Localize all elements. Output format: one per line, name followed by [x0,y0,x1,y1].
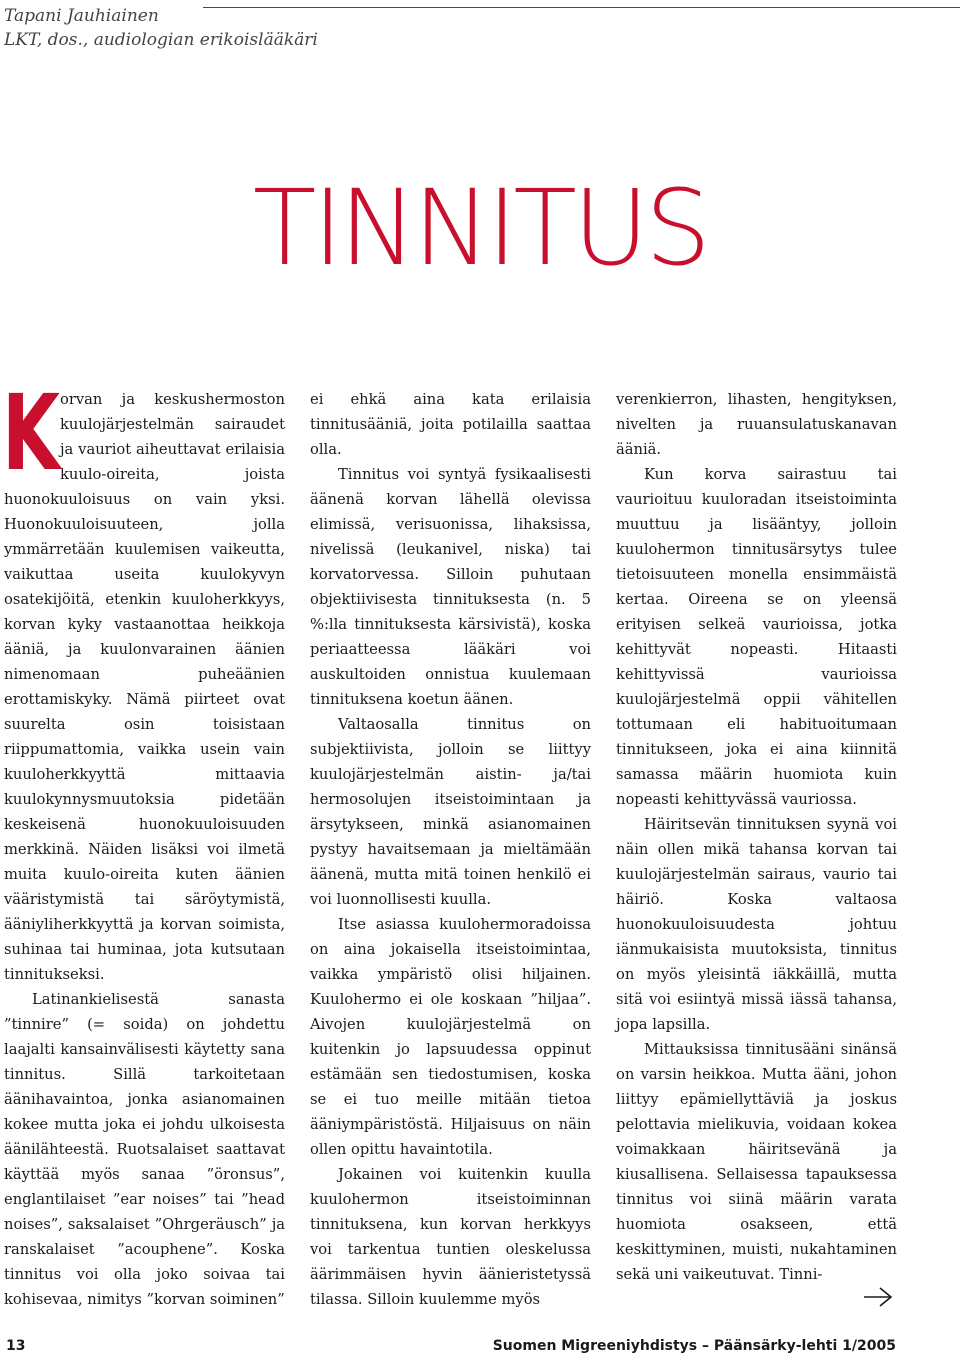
column-3 [616,387,897,1287]
page-number: 13 [6,1338,26,1354]
paragraph: Valtaosalla tinnitus on subjektiivista, jolloin se liittyy kuulojärjestelmän aistin- ja/tai hermosolujen itseistoimintaan ja ärsytykseen, minkä asianomainen pystyy havaitsemaan ja mieltämään äänenä, mutta mitä toinen henkilö ei voi luonnollisesti kuulla. [310,716,591,908]
paragraph: Mittauksissa tinnitusääni sinänsä on varsin heikkoa. Mutta ääni, johon liittyy epämiellyttäviä ja joskus pelottavia mielikuvia, voidaan kokea voimakkaan häiritsevänä ja kiusallisena. Sellaisessa tapauksessa tinnitus voi siinä määrin varata huomiota osakseen, että keskittyminen, muisti, nukahtaminen sekä uni vaikeutuvat. Tinni- [616,1041,897,1283]
author-byline [4,4,318,52]
publication-name: Suomen Migreeniyhdistys – Päänsärky-lehti 1/2005 [492,1338,896,1354]
column-1 [2,372,285,1312]
author-name: Tapani Jauhiainen [4,6,159,26]
page-footer [0,1336,960,1360]
paragraph: Latinankielisestä sanasta ”tinnire” (= soida) on johdettu laajalti kansainvälisesti käytetty sana tinnitus. Sillä tarkoitetaan äänihavaintoa, jonka asianomainen kokee mutta joka ei johdu ulkoisesta äänilähteestä. Ruotsalaiset saattavat käyttää myös sanaa ”öronsus”, englantilaiset ”ear noises” tai ”head noises”, saksalaiset ”Ohrgeräusch” ja ranskalaiset ”acouphene”. Koska tinnitus voi olla joko soivaa tai kohisevaa, nimitys ”korvan soiminen” [4,991,285,1308]
arrow-right-icon [862,1283,894,1311]
author-title: LKT, dos., audiologian erikoislääkäri [4,30,318,50]
column-2 [310,387,591,1312]
paragraph: ei ehkä aina kata erilaisia tinnitusääniä, joita potilailla saattaa olla. [310,391,591,458]
paragraph: Itse asiassa kuulohermoradoissa on aina jokaisella itseistoimintaa, vaikka ympäristö olisi hiljainen. Kuulohermo ei ole koskaan ”hiljaa”. Aivojen kuulojärjestelmä on kuitenkin jo lapsuudessa oppinut estämään sen tiedostumisen, koska se ei tuo meille mitään tietoa ääniympäristöstä. Hiljaisuus on näin ollen opittu havaintotila. [310,916,591,1158]
paragraph: verenkierron, lihasten, hengityksen, nivelten ja ruuansulatuskanavan ääniä. [616,391,897,458]
paragraph: Tinnitus voi syntyä fysikaalisesti äänenä korvan lähellä olevissa elimissä, verisuonissa, lihaksissa, nivelissä (leukanivel, niska) tai korvatorvessa. Silloin puhutaan objektiivisesta tinnituksesta (n. 5 %:lla tinnituksesta kärsivistä), koska periaatteessa lääkäri voi auskultoiden onnistua kuulemaan tinnituksena koetun äänen. [310,466,591,708]
paragraph: Kun korva sairastuu tai vaurioituu kuuloradan itseistoiminta muuttuu ja lisääntyy, jolloin kuulohermon tinnitusärsytys tulee tietoisuuteen monella ensimmäistä kertaa. Oireena se on yleensä erityisen selkeä vaurioissa, jotka kehittyvät nopeasti. Hitaasti kehittyvissä vaurioissa kuulojärjestelmä oppii vähitellen tottumaan eli habituoitumaan tinnitukseen, joka ei aina kiinnitä samassa määrin huomiota kuin nopeasti kehittyvässä vauriossa. [616,466,897,808]
paragraph: Häiritsevän tinnituksen syynä voi näin ollen mikä tahansa korvan tai kuulojärjestelmän sairaus, vaurio tai häiriö. Koska valtaosa huonokuuloisuudesta johtuu iänmukaisista muutoksista, tinnitus on myös yleisintä iäkkäillä, mutta sitä voi esiintyä missä iässä tahansa, jopa lapsilla. [616,816,897,1033]
paragraph: Jokainen voi kuitenkin kuulla kuulohermon itseistoiminnan tinnituksena, kun korvan herkkyys voi tarkentua tuntien oleskelussa äärimmäisen hyvin äänieristetyssä tilassa. Silloin kuulemme myös [310,1166,591,1308]
paragraph: orvan ja keskushermoston kuulojärjestelmän sairaudet ja vauriot aiheuttavat erilaisia kuulo-oireita, joista huonokuuloisuus on vain yksi. Huonokuuloisuuteen, jolla ymmärretään kuulemisen vaikeutta, vaikuttaa useita kuulokyvyn osatekijöitä, etenkin kuuloherkkyys, korvan kyky vastaanottaa heikkoja ääniä, ja kuulonvarainen äänien nimenomaan puheäänien erottamiskyky. Nämä piirteet ovat suurelta osin toisistaan riippumattomia, vaikka usein vain kuuloherkkyyttä mittaavia kuulokynnysmuutoksia pidetään keskeisenä huonokuuloisuuden merkkinä. Näiden lisäksi voi ilmetä muita kuulo-oireita kuten äänien vääristymistä tai säröytymistä, ääniyliherkkyyttä ja korvan soimista, suhinaa tai huminaa, jota kutsutaan tinnitukseksi. [4,391,285,983]
dropcap: K [2,372,61,494]
article-title: TINNITUS [252,167,708,289]
